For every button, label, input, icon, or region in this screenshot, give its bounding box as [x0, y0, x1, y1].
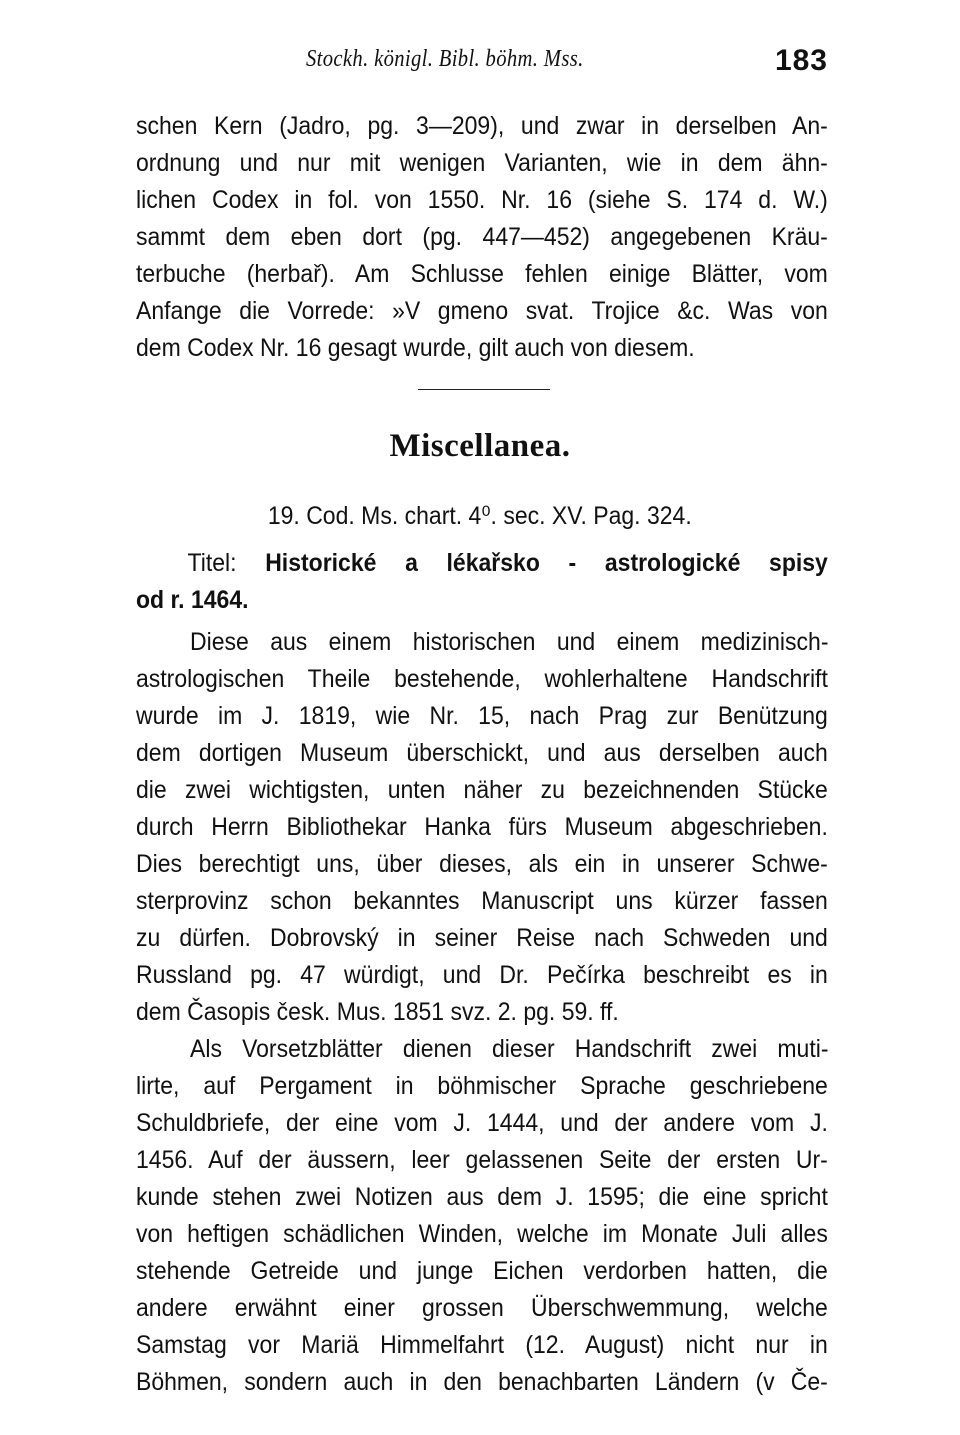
running-title: Stockh. königl. Bibl. böhm. Mss. [306, 46, 584, 72]
text-line: zu dürfen. Dobrovský in seiner Reise nach Schweden und [136, 924, 828, 952]
text-line: kunde stehen zwei Notizen aus dem J. 1595; die eine spricht [136, 1183, 828, 1211]
text-line: Diese aus einem historischen und einem medizinisch- [190, 628, 829, 656]
text-line: Dies berechtigt uns, über dieses, als ein in unserer Schwe- [136, 850, 828, 878]
text-line: andere erwähnt einer grossen Überschwemmung, welche [136, 1294, 828, 1322]
text-line: astrologischen Theile bestehende, wohlerhaltene Handschrift [136, 665, 828, 693]
page-number: 183 [774, 44, 828, 77]
text-line: lirte, auf Pergament in böhmischer Sprache geschriebene [136, 1072, 828, 1100]
text-line: stehende Getreide und junge Eichen verdorben hatten, die [136, 1257, 828, 1285]
title-line [136, 545, 828, 581]
section-heading: Miscellanea. [389, 428, 571, 464]
page-header [136, 46, 828, 82]
catalog-line: 19. Cod. Ms. chart. 4⁰. sec. XV. Pag. 324. [267, 502, 692, 530]
text-line: lichen Codex in fol. von 1550. Nr. 16 (siehe S. 174 d. W.) [136, 186, 828, 214]
text-line: dem dortigen Museum überschickt, und aus derselben auch [136, 739, 828, 767]
text-line: dem Codex Nr. 16 gesagt wurde, gilt auch von diesem. [136, 334, 695, 362]
text-line: die zwei wichtigsten, unten näher zu bezeichnenden Stücke [136, 776, 828, 804]
manuscript-title: Historické a lékařsko - astrologické spisy [265, 549, 828, 577]
text-line: schen Kern (Jadro, pg. 3—209), und zwar in derselben An- [136, 112, 828, 140]
text-line: Anfange die Vorrede: »V gmeno svat. Trojice &c. Was von [136, 297, 828, 325]
text-line: terbuche (herbař). Am Schlusse fehlen einige Blätter, vom [136, 260, 828, 288]
text-line: Russland pg. 47 würdigt, und Dr. Pečírka beschreibt es in [136, 961, 828, 989]
text-line: dem Časopis česk. Mus. 1851 svz. 2. pg. 59. ff. [136, 998, 619, 1026]
text-line: sammt dem eben dort (pg. 447—452) angegebenen Kräu- [136, 223, 828, 251]
text-line: Schuldbriefe, der eine vom J. 1444, und der andere vom J. [136, 1109, 828, 1137]
text-line: sterprovinz schon bekanntes Manuscript uns kürzer fassen [136, 887, 828, 915]
text-line: von heftigen schädlichen Winden, welche im Monate Juli alles [136, 1220, 828, 1248]
title-label: Titel: [187, 549, 237, 577]
text-line: ordnung und nur mit wenigen Varianten, wie in dem ähn- [136, 149, 828, 177]
section-divider [418, 389, 550, 390]
text-line: Böhmen, sondern auch in den benachbarten Ländern (v Če- [136, 1368, 828, 1396]
text-line: wurde im J. 1819, wie Nr. 15, nach Prag zur Benützung [136, 702, 828, 730]
text-line: Samstag vor Mariä Himmelfahrt (12. August) nicht nur in [136, 1331, 828, 1359]
manuscript-title-continued: od r. 1464. [136, 586, 249, 614]
text-line: 1456. Auf der äussern, leer gelassenen Seite der ersten Ur- [136, 1146, 828, 1174]
text-line: durch Herrn Bibliothekar Hanka fürs Museum abgeschrieben. [136, 813, 828, 841]
text-line: Als Vorsetzblätter dienen dieser Handschrift zwei muti- [190, 1035, 829, 1063]
